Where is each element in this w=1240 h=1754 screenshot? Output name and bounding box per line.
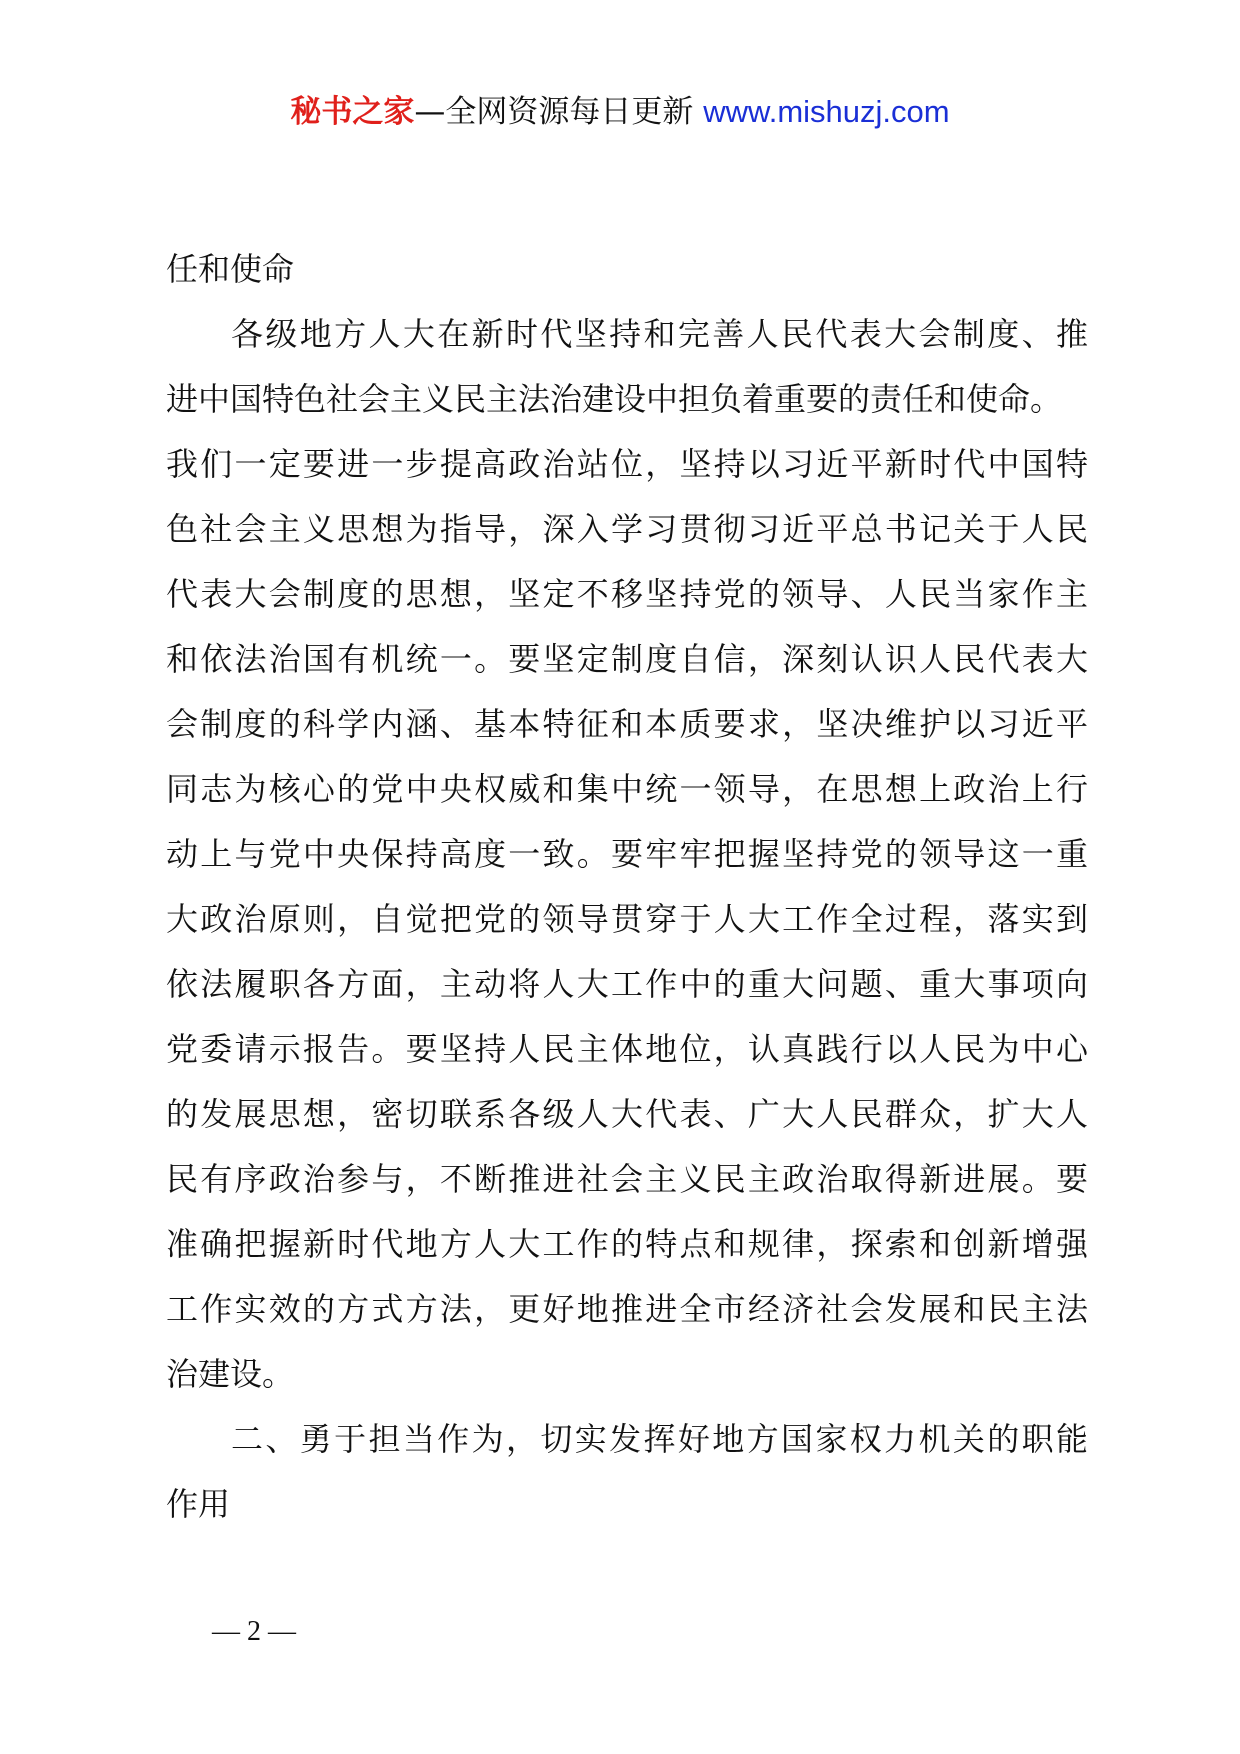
site-url-link[interactable]: www.mishuzj.com (703, 94, 950, 129)
document-body (166, 237, 1088, 1537)
paragraph-line: 会制度的科学内涵、基本特征和本质要求，坚决维护以习近平 (166, 705, 1088, 743)
paragraph-line: 进中国特色社会主义民主法治建设中担负着重要的责任和使命。 (166, 380, 1063, 418)
paragraph-line: 工作实效的方式方法，更好地推进全市经济社会发展和民主法 (166, 1290, 1088, 1328)
paragraph-line: 同志为核心的党中央权威和集中统一领导，在思想上政治上行 (166, 770, 1088, 808)
section-heading-continued: 作用 (166, 1485, 231, 1523)
paragraph-line: 色社会主义思想为指导，深入学习贯彻习近平总书记关于人民 (166, 510, 1088, 548)
paragraph-line: 民有序政治参与，不断推进社会主义民主政治取得新进展。要 (166, 1160, 1088, 1198)
paragraph-line: 我们一定要进一步提高政治站位，坚持以习近平新时代中国特 (166, 445, 1088, 483)
paragraph-line: 准确把握新时代地方人大工作的特点和规律，探索和创新增强 (166, 1225, 1088, 1263)
paragraph-line: 各级地方人大在新时代坚持和完善人民代表大会制度、推 (231, 315, 1088, 353)
paragraph-line: 党委请示报告。要坚持人民主体地位，认真践行以人民为中心 (166, 1030, 1088, 1068)
paragraph-line: 依法履职各方面，主动将人大工作中的重大问题、重大事项向 (166, 965, 1088, 1003)
paragraph-line: 大政治原则，自觉把党的领导贯穿于人大工作全过程，落实到 (166, 900, 1088, 938)
paragraph-line: 的发展思想，密切联系各级人大代表、广大人民群众，扩大人 (166, 1095, 1088, 1133)
paragraph-line: 代表大会制度的思想，坚定不移坚持党的领导、人民当家作主 (166, 575, 1088, 613)
paragraph-line: 任和使命 (166, 250, 295, 288)
section-heading: 二、勇于担当作为，切实发挥好地方国家权力机关的职能 (231, 1420, 1088, 1458)
paragraph-line: 治建设。 (166, 1355, 295, 1393)
page-number: — 2 — (212, 1616, 296, 1647)
header-tagline: —全网资源每日更新 (414, 94, 694, 130)
paragraph-line: 和依法治国有机统一。要坚定制度自信，深刻认识人民代表大 (166, 640, 1088, 678)
paragraph-line: 动上与党中央保持高度一致。要牢牢把握坚持党的领导这一重 (166, 835, 1088, 873)
brand-name: 秘书之家 (290, 94, 415, 130)
site-watermark-header (0, 92, 1240, 132)
